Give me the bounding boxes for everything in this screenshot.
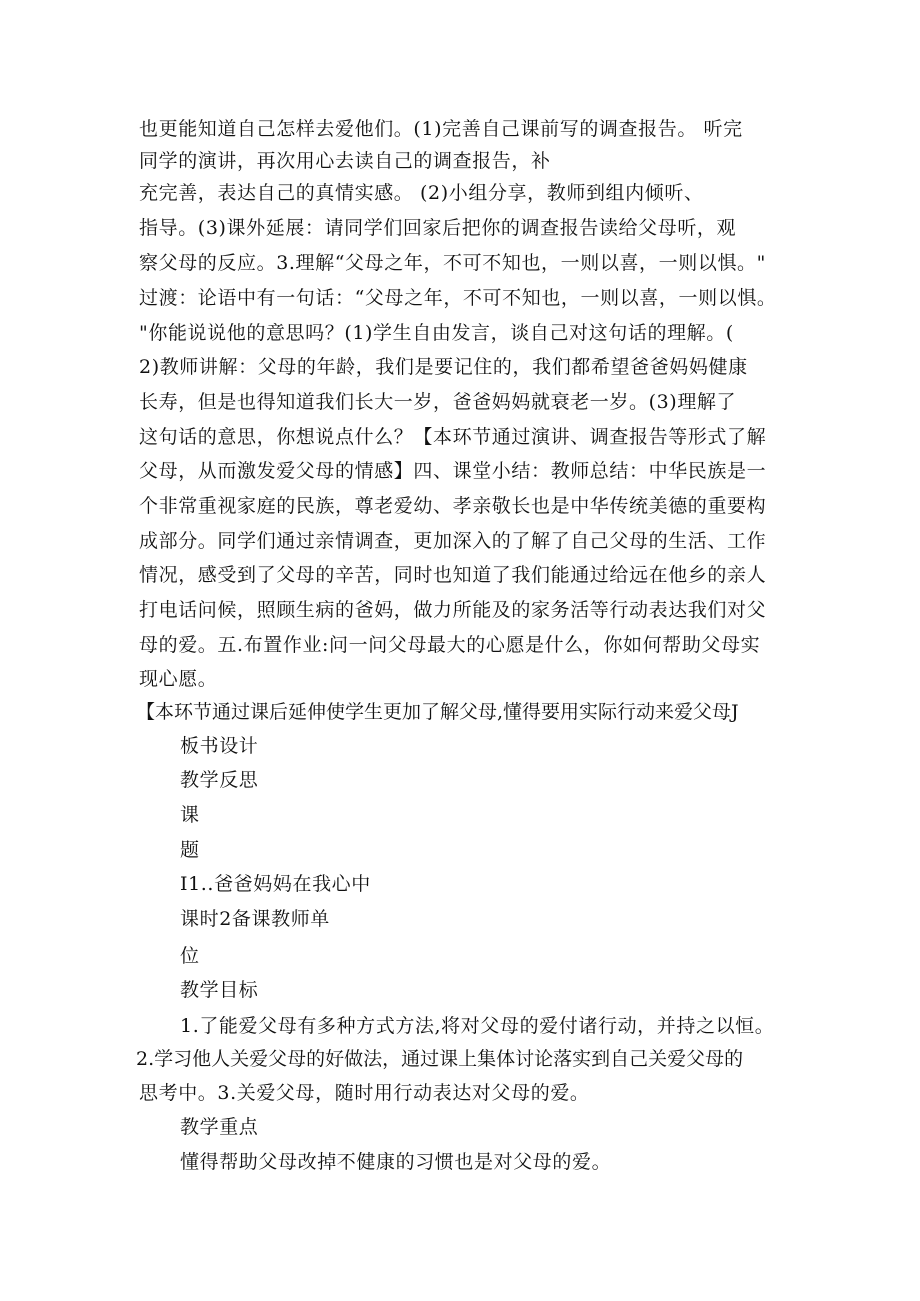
lesson-info-unit: 位: [180, 945, 200, 967]
body-line-7: "你能说说他的意思吗？(1)学生自由发言，谈自己对这句话的理解。(: [139, 322, 734, 344]
lesson-title: I1..爸爸妈妈在我心中: [180, 873, 371, 895]
teaching-reflection-heading: 教学反思: [180, 769, 259, 791]
body-line-3: 充完善，表达自己的真情实感。 (2)小组分享，教师到组内倾听、: [139, 182, 704, 204]
topic-label-1: 课: [180, 804, 200, 826]
body-line-13: 成部分。同学们通过亲情调查，更加深入的了解了自己父母的生活、工作: [139, 530, 767, 552]
goal-line-3: 思考中。3.关爱父母，随时用行动表达对父母的爱。: [139, 1082, 590, 1104]
body-line-2: 同学的演讲，再次用心去读自己的调查报告，补: [139, 150, 551, 172]
body-line-4: 指导。(3)课外延展：请同学们回家后把你的调查报告读给父母听，观: [139, 217, 737, 239]
goal-line-2: 2.学习他人关爱父母的好做法，通过课上集体讨论落实到自己关爱父母的: [136, 1048, 744, 1070]
body-line-9: 长寿，但是也得知道我们长大一岁，爸爸妈妈就衰老一岁。(3)理解了: [139, 391, 737, 413]
lesson-info: 课时2备课教师单: [180, 908, 330, 930]
note-line: 【本环节通过课后延伸使学生更加了解父母,懂得要用实际行动来爱父母J: [136, 701, 739, 723]
teaching-focus-heading: 教学重点: [180, 1116, 259, 1138]
body-line-1: 也更能知道自己怎样去爱他们。(1)完善自己课前写的调查报告。 听完: [139, 118, 743, 140]
teaching-goals-heading: 教学目标: [180, 979, 259, 1001]
blackboard-design-heading: 板书设计: [180, 735, 259, 757]
body-line-6: 过渡：论语中有一句话：“父母之年，不可不知也，一则以喜，一则以惧。: [139, 287, 777, 309]
body-line-16: 母的爱。五.布置作业:问一问父母最大的心愿是什么，你如何帮助父母实: [139, 634, 761, 656]
body-line-10: 这句话的意思，你想说点什么？【本环节通过演讲、调查报告等形式了解: [139, 426, 767, 448]
body-line-14: 情况，感受到了父母的辛苦，同时也知道了我们能通过给远在他乡的亲人: [139, 564, 767, 586]
goal-line-1: 1.了能爱父母有多种方式方法,将对父母的爱付诸行动，并持之以恒。: [180, 1015, 775, 1037]
body-line-8: 2)教师讲解：父母的年龄，我们是要记住的，我们都希望爸爸妈妈健康: [139, 356, 748, 378]
teaching-focus-text: 懂得帮助父母改掉不健康的习惯也是对父母的爱。: [180, 1151, 612, 1173]
body-line-11: 父母，从而激发爱父母的情感】四、课堂小结：教师总结：中华民族是一: [139, 460, 767, 482]
body-line-12: 个非常重视家庭的民族，尊老爱幼、孝亲敬长也是中华传统美德的重要构: [139, 495, 767, 517]
body-line-15: 打电话问候，照顾生病的爸妈，做力所能及的家务活等行动表达我们对父: [139, 599, 767, 621]
topic-label-2: 题: [180, 839, 200, 861]
body-line-5: 察父母的反应。3.理解“父母之年，不可不知也，一则以喜，一则以惧。": [139, 252, 766, 274]
body-line-17: 现心愿。: [139, 668, 218, 690]
